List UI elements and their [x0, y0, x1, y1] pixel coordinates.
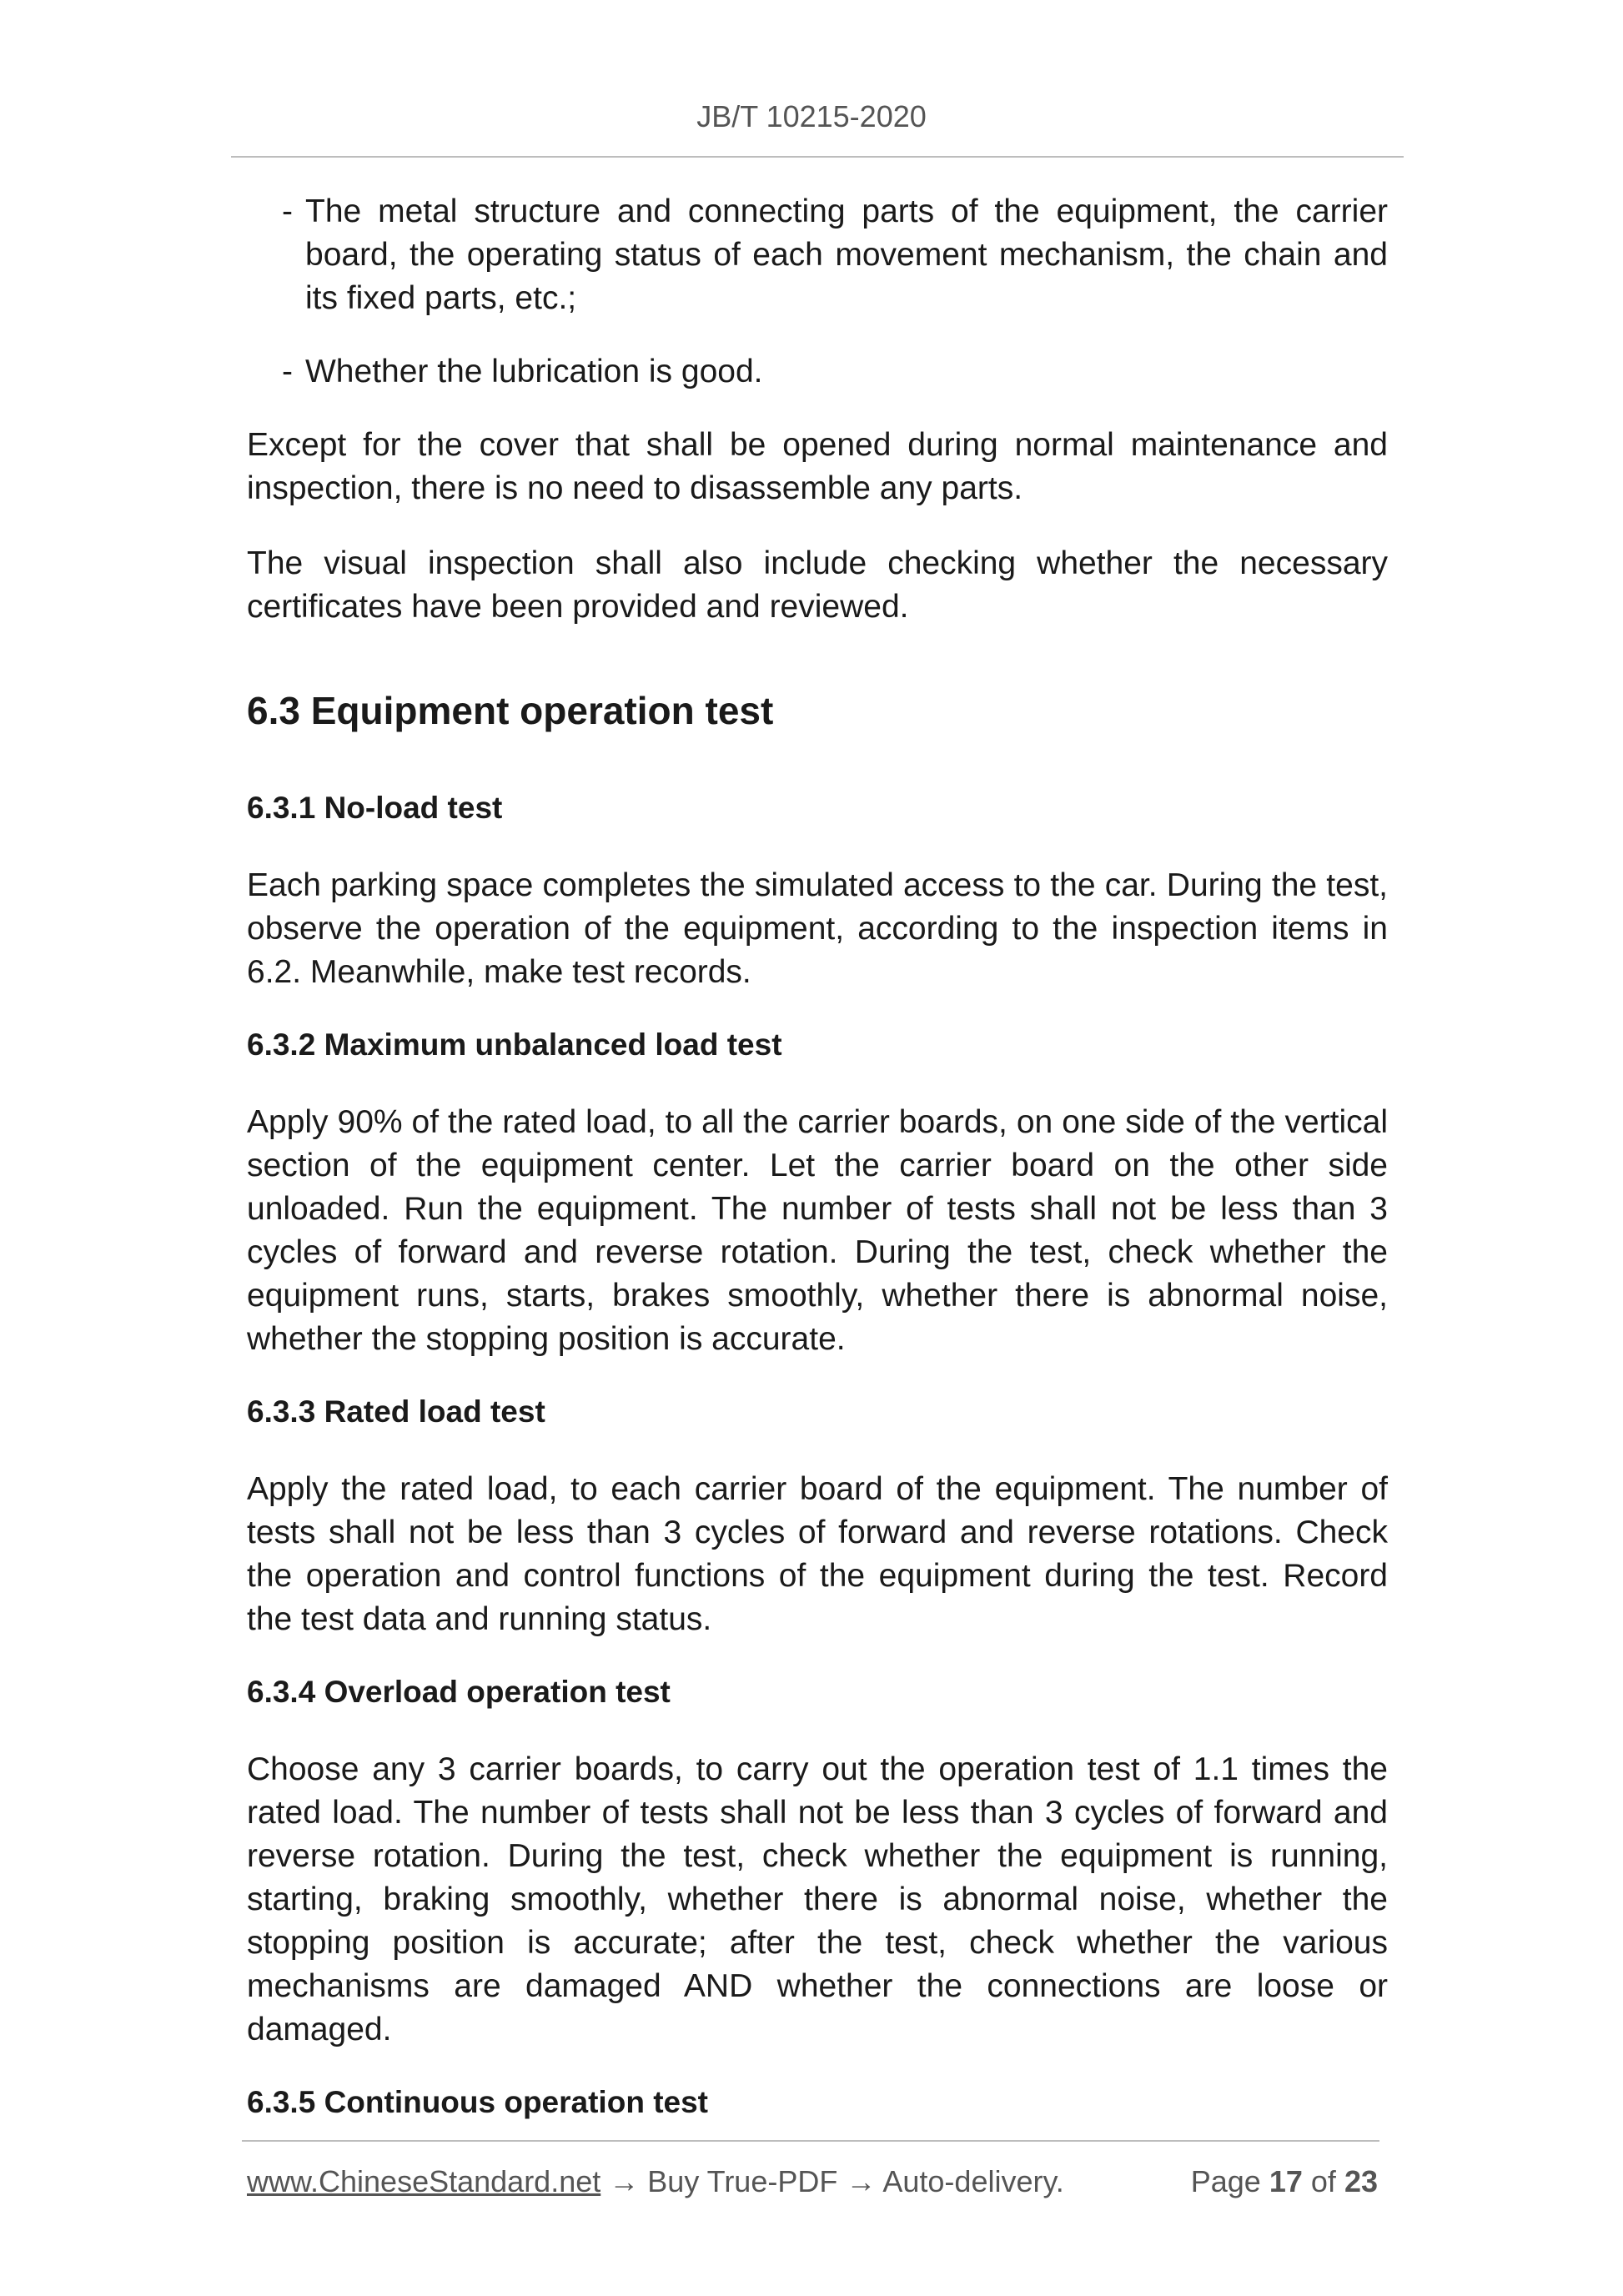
page-header-title: JB/T 10215-2020 [696, 99, 927, 133]
bullet-item [247, 350, 1388, 394]
paragraph-disassembly: Except for the cover that shall be opened during normal maintenance and inspection, there is no need to disassemble any parts. [247, 427, 1388, 506]
page-number [1191, 2163, 1378, 2200]
subsection-heading-rated-load: 6.3.3 Rated load test [247, 1394, 545, 1429]
paragraph-rated-load: Apply the rated load, to each carrier board of the equipment. The number of tests shall not be less than 3 cycles of forward and reverse rotations. Check the operation and control functions of the equipment during the test. Record the test data and running status. [247, 1471, 1388, 1637]
website-link[interactable]: www.ChineseStandard.net [247, 2164, 601, 2198]
auto-delivery-text: Auto-delivery. [882, 2164, 1064, 2198]
bullet-dash: - [282, 354, 293, 389]
paragraph-unbalanced: Apply 90% of the rated load, to all the carrier boards, on one side of the vertical section of the equipment center. Let the carrier board on the other side unloaded. Run the equipment. The number of tests shall not be less than 3 cycles of forward and reverse rotation. During the test, check whether the equipment runs, starts, brakes smoothly, whether there is abnormal noise, whether the stopping position is accurate. [247, 1104, 1388, 1357]
paragraph-no-load: Each parking space completes the simulated access to the car. During the test, observe the operation of the equipment, according to the inspection items in 6.2. Meanwhile, make test records. [247, 867, 1388, 990]
subsection-heading-no-load: 6.3.1 No-load test [247, 791, 503, 825]
footer-promo [247, 2163, 1064, 2200]
footer-divider [242, 2140, 1379, 2142]
subsection-heading-unbalanced: 6.3.2 Maximum unbalanced load test [247, 1027, 782, 1062]
paragraph-certificates: The visual inspection shall also include checking whether the necessary certificates have been provided and reviewed. [247, 545, 1388, 625]
arrow-right-icon: → [609, 2164, 640, 2198]
bullet-dash: - [282, 193, 293, 229]
bullet-text: Whether the lubrication is good. [305, 354, 763, 389]
page-label: Page [1190, 2164, 1261, 2198]
document-body [247, 190, 1388, 2158]
header-divider [231, 156, 1404, 158]
buy-true-pdf-text: Buy True-PDF [647, 2164, 838, 2198]
bullet-item [247, 190, 1388, 320]
paragraph-overload: Choose any 3 carrier boards, to carry out the operation test of 1.1 times the rated load. The number of tests shall not be less than 3 cycles of forward and reverse rotation. During the test, check whether the equipment is running, starting, braking smoothly, whether there is abnormal noise, whether the stopping position is accurate; after the test, check whether the various mechanisms are damaged AND whether the connections are loose or damaged. [247, 1751, 1388, 2047]
section-heading: 6.3 Equipment operation test [247, 689, 774, 732]
subsection-heading-overload: 6.3.4 Overload operation test [247, 1675, 671, 1709]
current-page: 17 [1269, 2164, 1303, 2198]
of-label: of [1310, 2164, 1336, 2198]
arrow-right-icon: → [846, 2164, 877, 2198]
bullet-text: The metal structure and connecting parts of the equipment, the carrier board, the operating status of each movement mechanism, the chain and its fixed parts, etc.; [305, 193, 1388, 316]
subsection-heading-continuous: 6.3.5 Continuous operation test [247, 2085, 708, 2119]
total-pages: 23 [1344, 2164, 1378, 2198]
